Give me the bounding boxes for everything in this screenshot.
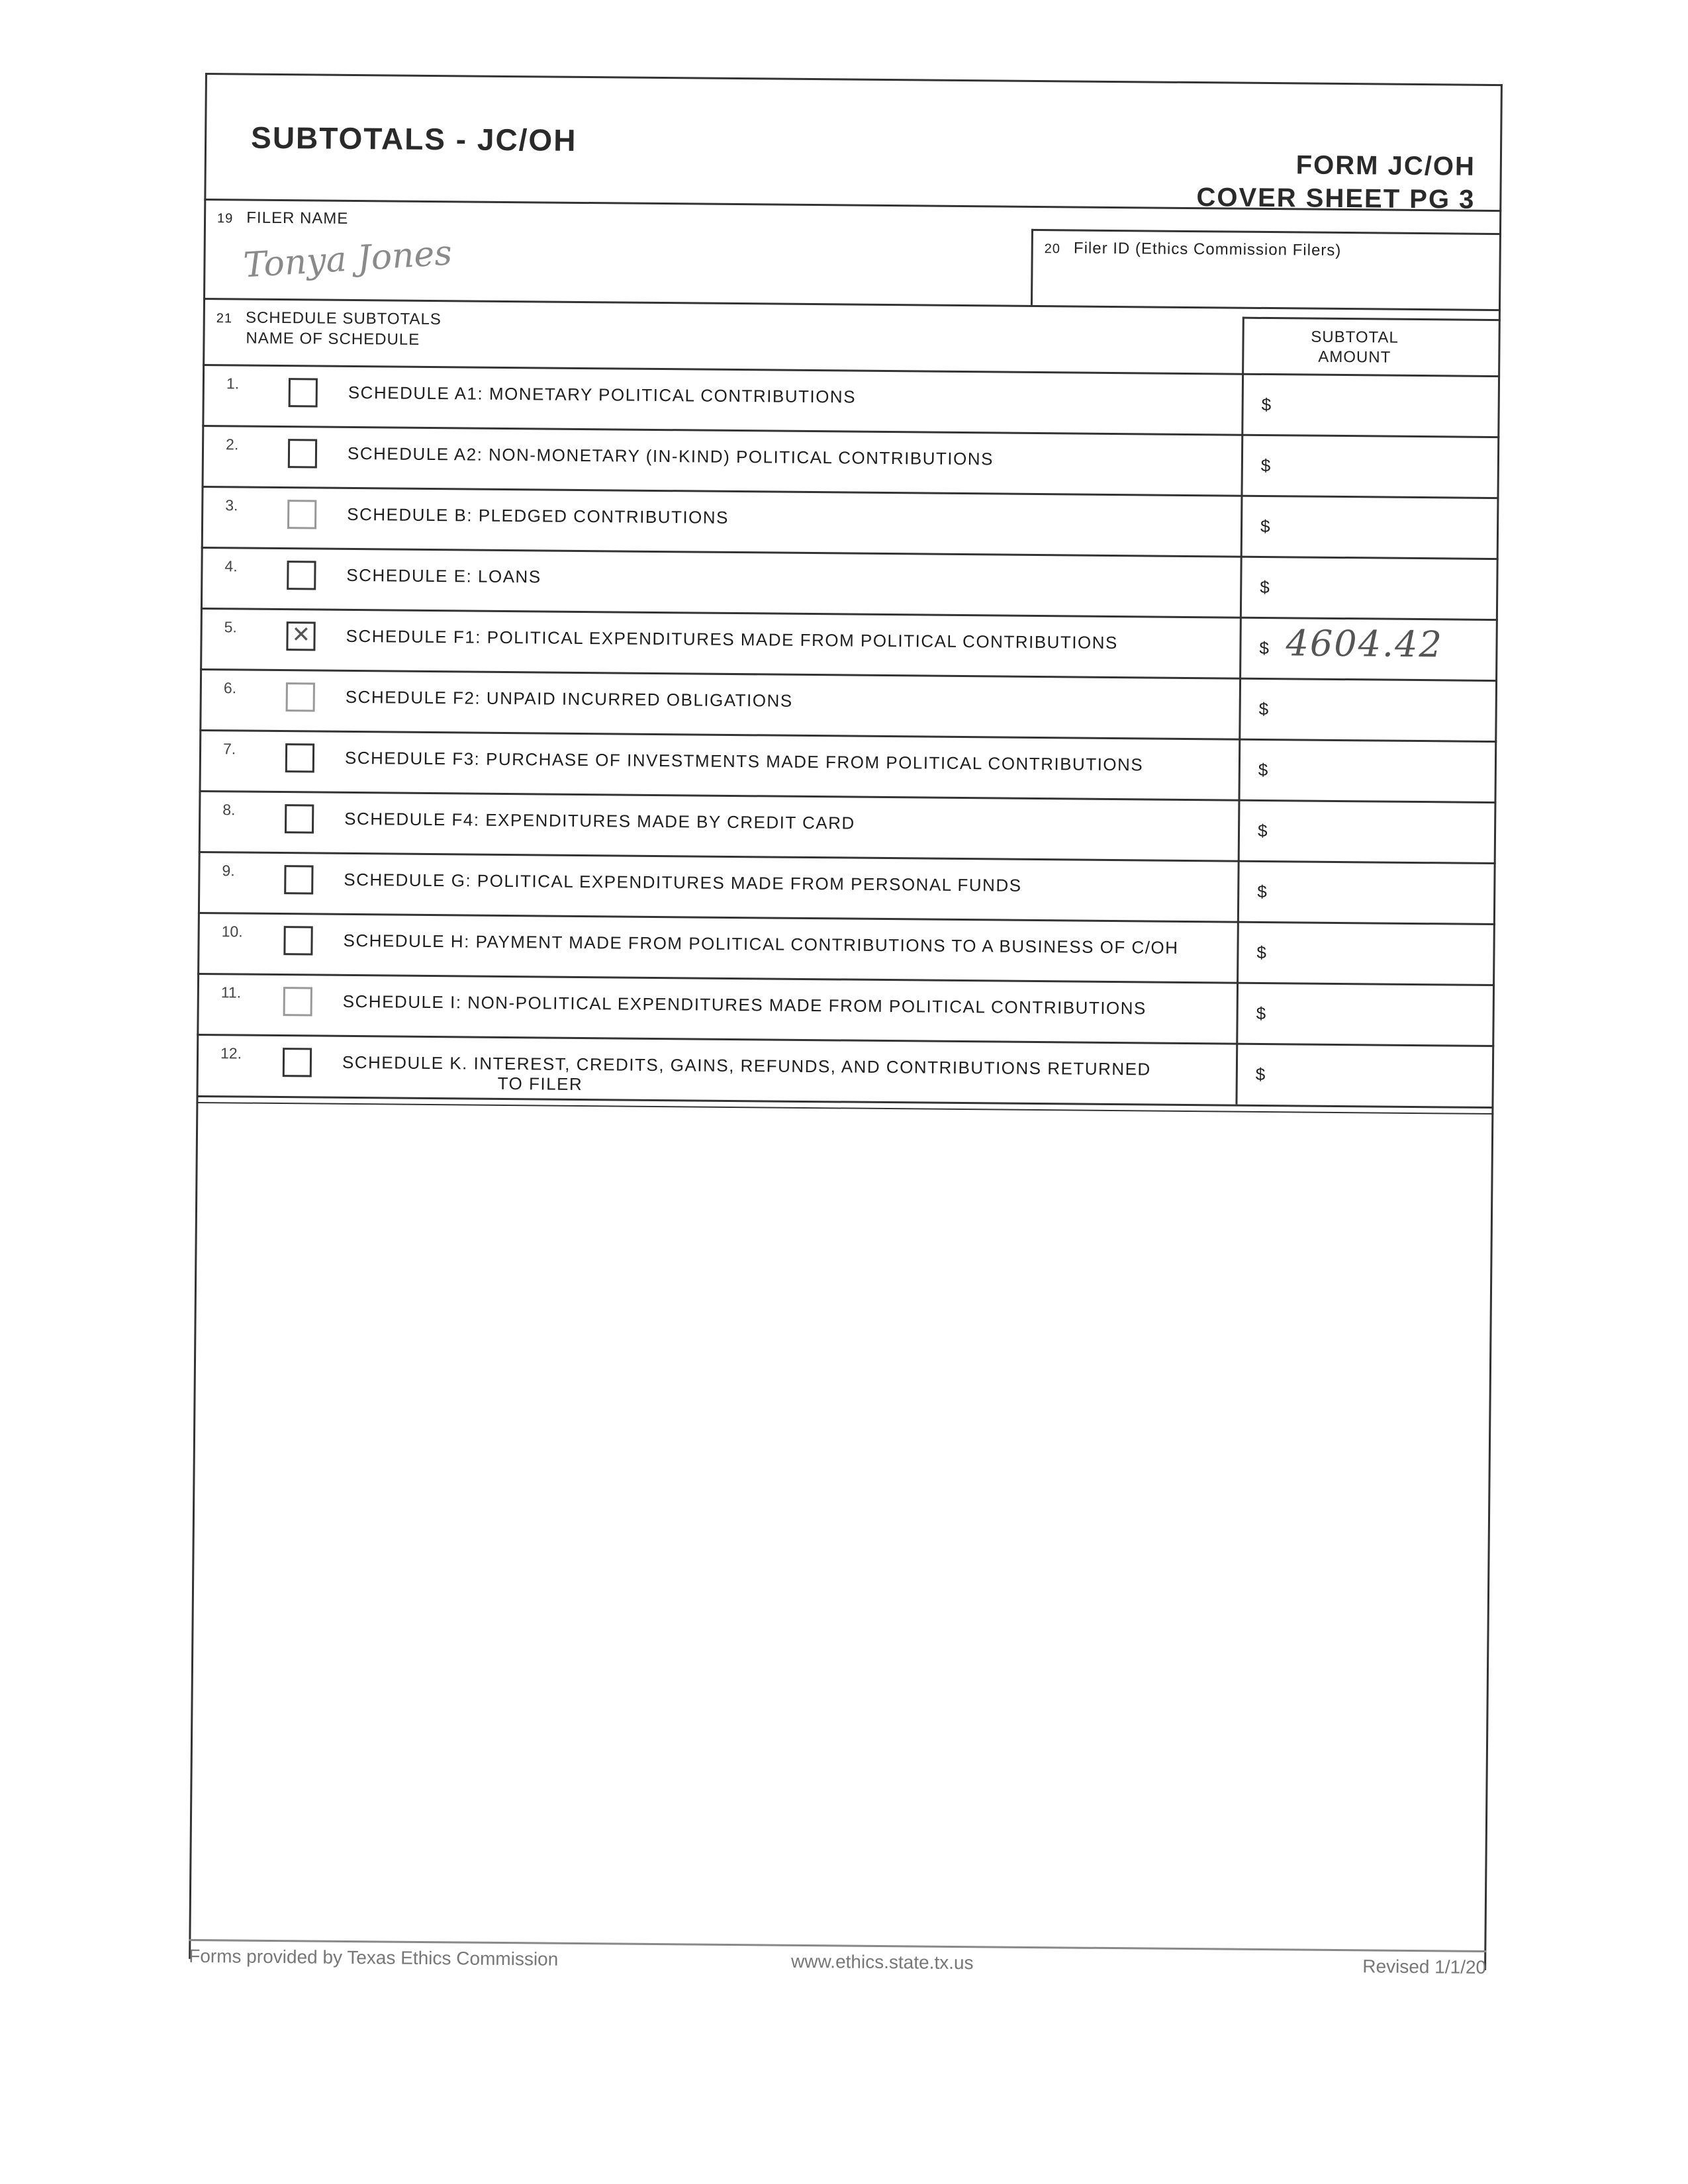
field-label-text: SCHEDULE SUBTOTALS: [245, 308, 442, 329]
schedule-row: [197, 1034, 1495, 1105]
dollar-sign: $: [1257, 881, 1267, 902]
schedule-row: [199, 790, 1497, 861]
schedule-checkbox[interactable]: [285, 743, 314, 772]
row-number: 6.: [223, 679, 237, 697]
schedule-checkbox[interactable]: [289, 378, 318, 407]
schedule-row: [201, 486, 1499, 557]
name-of-schedule-label: NAME OF SCHEDULE: [246, 329, 420, 349]
subtotal-amount-field[interactable]: 4604.42: [1286, 622, 1444, 666]
schedule-name: [343, 991, 1256, 1019]
row-number: 1.: [226, 375, 240, 392]
schedule-name: [344, 809, 1258, 837]
filer-name-label: [217, 208, 349, 228]
schedule-name: [346, 687, 1259, 715]
schedule-checkbox[interactable]: [285, 804, 314, 833]
field-label-text: Filer ID (Ethics Commission Filers): [1073, 239, 1342, 259]
footer-provided-by: Forms provided by Texas Ethics Commission: [189, 1945, 559, 1970]
filer-name-signature: Tonya Jones: [242, 233, 453, 286]
schedule-name-text: SCHEDULE B: PLEDGED CONTRIBUTIONS: [347, 504, 729, 527]
schedule-name: [347, 504, 1260, 532]
col-head-line2: AMOUNT: [1318, 347, 1391, 367]
schedule-row: [198, 851, 1496, 922]
schedule-name-text: SCHEDULE K. INTEREST, CREDITS, GAINS, REFUNDS, AND CONTRIBUTIONS RETURNED: [342, 1052, 1151, 1079]
field-number: 21: [216, 311, 233, 326]
filer-id-label: [1045, 239, 1342, 260]
schedule-name: [346, 626, 1259, 654]
schedule-checkbox[interactable]: [283, 926, 312, 955]
dollar-sign: $: [1260, 516, 1270, 537]
schedule-checkbox[interactable]: [286, 682, 315, 711]
schedule-name-text: SCHEDULE A2: NON-MONETARY (IN-KIND) POLITICAL CONTRIBUTIONS: [347, 443, 994, 469]
schedule-checkbox[interactable]: [284, 865, 313, 894]
schedule-name-text: SCHEDULE E: LOANS: [346, 565, 541, 587]
dollar-sign: $: [1255, 1064, 1266, 1085]
row-number: 5.: [224, 618, 237, 636]
form-id-line1: FORM JC/OH: [1295, 150, 1476, 181]
schedule-row: [199, 668, 1497, 739]
dollar-sign: $: [1256, 1003, 1266, 1024]
schedule-name-text: SCHEDULE A1: MONETARY POLITICAL CONTRIBUTIONS: [348, 382, 857, 407]
schedule-name-text: SCHEDULE G: POLITICAL EXPENDITURES MADE FROM PERSONAL FUNDS: [344, 869, 1022, 895]
schedule-row: [199, 729, 1497, 800]
row-number: 7.: [222, 740, 236, 758]
schedule-row: [202, 364, 1500, 435]
row-number: 11.: [220, 983, 242, 1001]
dollar-sign: $: [1259, 637, 1270, 659]
schedule-name: [342, 1052, 1256, 1100]
field-label-text: FILER NAME: [246, 208, 349, 228]
schedule-row: [197, 973, 1495, 1044]
schedule-name: [345, 748, 1258, 776]
schedule-name-text: SCHEDULE H: PAYMENT MADE FROM POLITICAL CONTRIBUTIONS TO A BUSINESS OF C/OH: [343, 930, 1179, 958]
schedule-row: [197, 912, 1495, 983]
schedule-name-text: SCHEDULE F1: POLITICAL EXPENDITURES MADE FROM POLITICAL CONTRIBUTIONS: [346, 625, 1118, 653]
dollar-sign: $: [1260, 455, 1271, 476]
schedule-checkbox[interactable]: [283, 1048, 312, 1077]
field-number: 19: [216, 211, 234, 226]
dollar-sign: $: [1257, 820, 1268, 841]
row-number: 10.: [221, 923, 243, 940]
row-number: 9.: [222, 862, 235, 880]
schedule-name-text: SCHEDULE I: NON-POLITICAL EXPENDITURES MADE FROM POLITICAL CONTRIBUTIONS: [342, 991, 1147, 1019]
footer-website[interactable]: www.ethics.state.tx.us: [790, 1950, 974, 1974]
schedule-row: [202, 425, 1500, 496]
form-id-line2: COVER SHEET PG 3: [1196, 183, 1476, 214]
dollar-sign: $: [1261, 394, 1272, 415]
schedule-name: [348, 383, 1262, 410]
row-number: 2.: [225, 435, 239, 453]
form-sheet: [189, 73, 1503, 1978]
dollar-sign: $: [1258, 759, 1268, 780]
schedule-name: [344, 870, 1257, 897]
page-title: SUBTOTALS - JC/OH: [250, 120, 577, 158]
schedule-name-text: SCHEDULE F2: UNPAID INCURRED OBLIGATIONS: [345, 686, 793, 711]
row-number: 8.: [222, 801, 236, 819]
row-number: 12.: [220, 1044, 242, 1062]
subtotal-amount-header: [1242, 327, 1468, 369]
schedule-name: [346, 565, 1260, 593]
schedule-checkbox[interactable]: [283, 987, 312, 1016]
schedule-checkbox[interactable]: [288, 439, 317, 468]
form-identifier: [1196, 148, 1476, 216]
schedule-checkbox[interactable]: [287, 561, 316, 590]
row-number: 4.: [224, 557, 238, 575]
field-number: 20: [1044, 242, 1061, 257]
dollar-sign: $: [1258, 698, 1269, 719]
col-head-line1: SUBTOTAL: [1311, 328, 1399, 347]
schedule-row: [201, 547, 1499, 617]
schedule-name: [348, 443, 1261, 471]
dollar-sign: $: [1260, 576, 1270, 598]
schedule-name-continued: TO FILER: [497, 1073, 583, 1095]
schedule-checkbox[interactable]: [286, 621, 315, 651]
schedule-row: [200, 608, 1498, 678]
schedule-name-text: SCHEDULE F3: PURCHASE OF INVESTMENTS MADE FROM POLITICAL CONTRIBUTIONS: [344, 747, 1144, 775]
schedule-checkbox[interactable]: [287, 500, 316, 529]
schedule-subtotals-label: [216, 308, 442, 350]
footer-revised: Revised 1/1/20: [1362, 1956, 1487, 1978]
row-number: 3.: [225, 496, 238, 514]
dollar-sign: $: [1256, 942, 1267, 963]
schedule-name: [343, 931, 1256, 958]
schedule-name-text: SCHEDULE F4: EXPENDITURES MADE BY CREDIT CARD: [344, 808, 855, 833]
